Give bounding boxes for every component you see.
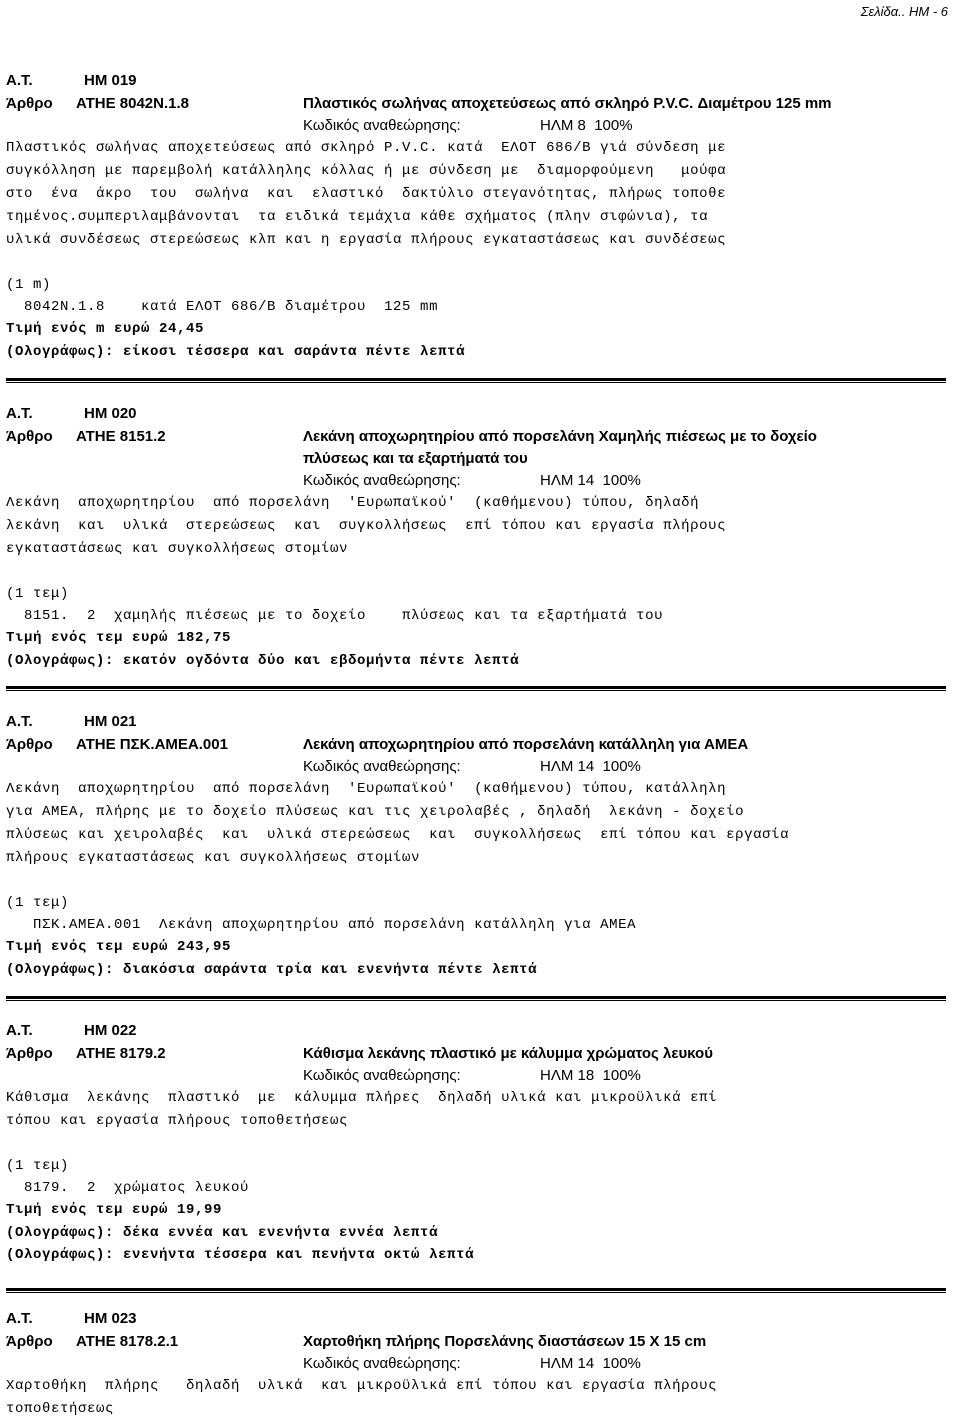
revision-value: ΗΛΜ 14 100%: [540, 1355, 641, 1372]
item-title: Λεκάνη αποχωρητηρίου από πορσελάνη Χαμηλής πιέσεως με το δοχείο: [303, 428, 817, 445]
revision-label: Κωδικός αναθεώρησης:: [303, 472, 461, 489]
description-line: Κάθισμα λεκάνης πλαστικό με κάλυμμα πλήρες δηλαδή υλικά και μικροϋλικά επί: [6, 1090, 718, 1106]
description-line: τόπου και εργασία πλήρους τοποθετήσεως: [6, 1113, 349, 1129]
at-label: Α.Τ.: [6, 1310, 33, 1327]
unit-label: (1 τεμ): [6, 1158, 70, 1174]
revision-label: Κωδικός αναθεώρησης:: [303, 117, 461, 134]
revision-value: ΗΛΜ 18 100%: [540, 1067, 641, 1084]
code-line: ΠΣΚ.ΑΜΕΑ.001 Λεκάνη αποχωρητηρίου από πορσελάνη κατάλληλη για ΑΜΕΑ: [6, 917, 637, 933]
price-line: Τιμή ενός τεμ ευρώ 182,75: [6, 630, 232, 646]
arthro-code: ΑΤΗΕ ΠΣΚ.ΑΜΕΑ.001: [76, 736, 228, 753]
description-line: στο ένα άκρο του σωλήνα και ελαστικό δακτύλιο στεγανότητας, πλήρως τοποθε: [6, 186, 727, 202]
code-line: 8042Ν.1.8 κατά ΕΛΟΤ 686/Β διαμέτρου 125 mm: [6, 299, 439, 315]
at-label: Α.Τ.: [6, 405, 33, 422]
description-line: πλύσεως και χειρολαβές και υλικά στερεώσεως και συγκολλήσεως επί τόπου και εργασία: [6, 827, 790, 843]
arthro-label: Άρθρο: [6, 1333, 53, 1350]
arthro-label: Άρθρο: [6, 95, 53, 112]
description-line: υλικά συνδέσεως στερεώσεως κλπ και η εργασία πλήρους εγκαταστάσεως και συνδέσεως: [6, 232, 727, 248]
price-in-words: (Ολογράφως): διακόσια σαράντα τρία και ενενήντα πέντε λεπτά: [6, 962, 538, 978]
price-in-words: (Ολογράφως): ενενήντα τέσσερα και πενήντα οκτώ λεπτά: [6, 1247, 475, 1263]
revision-label: Κωδικός αναθεώρησης:: [303, 1067, 461, 1084]
section-divider: [6, 686, 946, 689]
page-header: Σελίδα.. ΗΜ - 6: [860, 4, 948, 19]
item-title: Χαρτοθήκη πλήρης Πορσελάνης διαστάσεων 15 Χ 15 cm: [303, 1333, 707, 1350]
arthro-code: ΑΤΗΕ 8178.2.1: [76, 1333, 179, 1350]
price-in-words: (Ολογράφως): είκοσι τέσσερα και σαράντα πέντε λεπτά: [6, 344, 466, 360]
arthro-code: ΑΤΗΕ 8151.2: [76, 428, 166, 445]
code-line: 8151. 2 χαμηλής πιέσεως με το δοχείο πλύσεως και τα εξαρτήματά του: [6, 608, 664, 624]
arthro-label: Άρθρο: [6, 428, 53, 445]
revision-value: ΗΛΜ 14 100%: [540, 472, 641, 489]
description-line: τοποθετήσεως: [6, 1401, 115, 1417]
item-title: Λεκάνη αποχωρητηρίου από πορσελάνη κατάλληλη για ΑΜΕΑ: [303, 736, 749, 753]
price-line: Τιμή ενός m ευρώ 24,45: [6, 321, 205, 337]
unit-label: (1 τεμ): [6, 586, 70, 602]
at-code: ΗΜ 022: [84, 1022, 137, 1039]
arthro-label: Άρθρο: [6, 736, 53, 753]
at-label: Α.Τ.: [6, 72, 33, 89]
revision-label: Κωδικός αναθεώρησης:: [303, 1355, 461, 1372]
section-divider: [6, 1288, 946, 1291]
price-line: Τιμή ενός τεμ ευρώ 243,95: [6, 939, 232, 955]
description-line: Λεκάνη αποχωρητηρίου από πορσελάνη 'Ευρωπαϊκού' (καθήμενου) τύπου, κατάλληλη: [6, 781, 727, 797]
price-in-words: (Ολογράφως): δέκα εννέα και ενενήντα εννέα λεπτά: [6, 1225, 439, 1241]
code-line: 8179. 2 χρώματος λευκού: [6, 1180, 250, 1196]
revision-label: Κωδικός αναθεώρησης:: [303, 758, 461, 775]
description-line: πλήρους εγκαταστάσεως και συγκολλήσεως στομίων: [6, 850, 421, 866]
price-line: Τιμή ενός τεμ ευρώ 19,99: [6, 1202, 223, 1218]
description-line: Πλαστικός σωλήνας αποχετεύσεως από σκληρό P.V.C. κατά ΕΛΟΤ 686/Β γιά σύνδεση με: [6, 140, 727, 156]
revision-value: ΗΛΜ 14 100%: [540, 758, 641, 775]
item-title: πλύσεως και τα εξαρτήματά του: [303, 450, 528, 467]
at-code: ΗΜ 021: [84, 713, 137, 730]
description-line: για ΑΜΕΑ, πλήρης με το δοχείο πλύσεως και τις χειρολαβές , δηλαδή λεκάνη - δοχείο: [6, 804, 745, 820]
section-divider: [6, 378, 946, 381]
unit-label: (1 τεμ): [6, 895, 70, 911]
description-line: εγκαταστάσεως και συγκολλήσεως στομίων: [6, 541, 349, 557]
item-title: Πλαστικός σωλήνας αποχετεύσεως από σκληρό P.V.C. Διαμέτρου 125 mm: [303, 95, 832, 112]
at-code: ΗΜ 020: [84, 405, 137, 422]
arthro-code: ΑΤΗΕ 8179.2: [76, 1045, 166, 1062]
at-label: Α.Τ.: [6, 1022, 33, 1039]
description-line: λεκάνη και υλικά στερεώσεως και συγκολλήσεως επί τόπου και εργασία πλήρους: [6, 518, 727, 534]
description-line: συγκόλληση με παρεμβολή κατάλληλης κόλλας ή με σύνδεση με διαμορφούμενη μούφα: [6, 163, 727, 179]
description-line: τημένος.συμπεριλαμβάνονται τα ειδικά τεμάχια κάθε σχήματος (πλην σιφώνια), τα: [6, 209, 709, 225]
description-line: Λεκάνη αποχωρητηρίου από πορσελάνη 'Ευρωπαϊκού' (καθήμενου) τύπου, δηλαδή: [6, 495, 700, 511]
price-in-words: (Ολογράφως): εκατόν ογδόντα δύο και εβδομήντα πέντε λεπτά: [6, 653, 520, 669]
unit-label: (1 m): [6, 277, 52, 293]
section-divider: [6, 996, 946, 999]
item-title: Κάθισμα λεκάνης πλαστικό με κάλυμμα χρώματος λευκού: [303, 1045, 713, 1062]
at-code: ΗΜ 019: [84, 72, 137, 89]
revision-value: ΗΛΜ 8 100%: [540, 117, 633, 134]
description-line: Χαρτοθήκη πλήρης δηλαδή υλικά και μικροϋλικά επί τόπου και εργασία πλήρους: [6, 1378, 718, 1394]
at-label: Α.Τ.: [6, 713, 33, 730]
arthro-code: ΑΤΗΕ 8042Ν.1.8: [76, 95, 189, 112]
arthro-label: Άρθρο: [6, 1045, 53, 1062]
at-code: ΗΜ 023: [84, 1310, 137, 1327]
